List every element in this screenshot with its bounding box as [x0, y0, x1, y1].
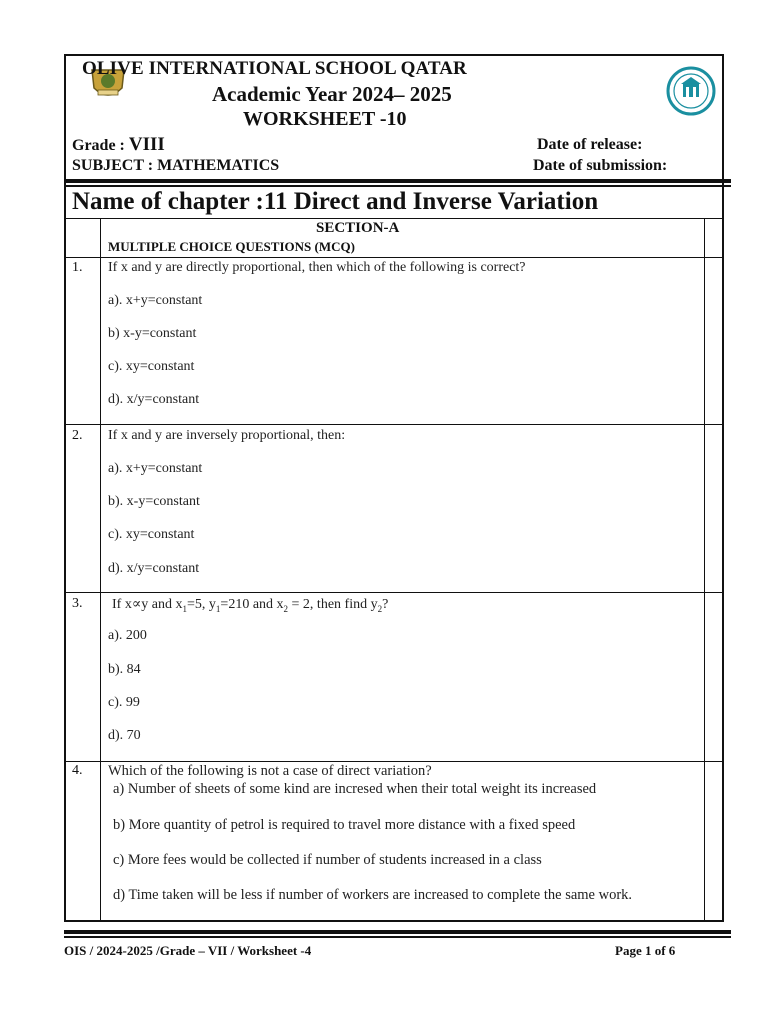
- table-top-line: [64, 218, 724, 219]
- footer-rule-thin: [64, 936, 731, 938]
- option: d) Time taken will be less if number of workers are increased to complete the same work.: [113, 887, 633, 903]
- grade-value: VIII: [128, 134, 165, 155]
- option: b) x-y=constant: [108, 326, 197, 341]
- row-divider: [64, 257, 724, 258]
- footer-rule: [64, 930, 731, 934]
- option: b) More quantity of petrol is required to travel more distance with a fixed speed: [113, 817, 576, 833]
- question-number: 2.: [72, 428, 83, 443]
- worksheet-title: WORKSHEET -10: [243, 108, 407, 130]
- question-text: If x and y are directly proportional, then which of the following is correct?: [108, 260, 526, 275]
- date-of-submission: Date of submission:: [533, 157, 668, 174]
- option: d). 70: [108, 728, 141, 743]
- option: b). 84: [108, 662, 141, 677]
- date-of-release: Date of release:: [537, 136, 643, 153]
- academic-year: Academic Year 2024– 2025: [212, 82, 452, 106]
- option: d). x/y=constant: [108, 561, 200, 576]
- q3-part: =5, y: [187, 597, 216, 612]
- grade: [72, 134, 165, 156]
- school-name: OLIVE INTERNATIONAL SCHOOL QATAR: [82, 58, 467, 79]
- section-subtitle: MULTIPLE CHOICE QUESTIONS (MCQ): [108, 239, 355, 254]
- option: a). x+y=constant: [108, 293, 203, 308]
- subject: SUBJECT : MATHEMATICS: [72, 157, 280, 174]
- question-number: 1.: [72, 260, 83, 275]
- header-rule-thin: [64, 185, 731, 187]
- q3-part: =210 and x: [220, 597, 284, 612]
- page-number: Page 1 of 6: [615, 943, 676, 958]
- column-divider: [704, 218, 705, 921]
- q3-part: If x∝y and x: [112, 597, 183, 612]
- row-divider: [64, 424, 724, 425]
- option: b). x-y=constant: [108, 494, 200, 509]
- q3-part: ?: [382, 597, 389, 612]
- option: c). 99: [108, 695, 140, 710]
- q3-sub: 1: [182, 603, 188, 614]
- cbse-emblem-icon: [666, 62, 716, 120]
- q3-part: = 2, then find y: [288, 597, 378, 612]
- section-title: SECTION-A: [316, 220, 400, 236]
- question-text: [112, 596, 388, 614]
- footer-left: OIS / 2024-2025 /Grade – VII / Worksheet -4: [64, 943, 312, 958]
- question-text: If x and y are inversely proportional, then:: [108, 428, 346, 443]
- row-divider: [64, 761, 724, 762]
- option: c). xy=constant: [108, 359, 195, 374]
- question-text: Which of the following is not a case of direct variation?: [108, 763, 432, 779]
- chapter-title: Name of chapter :11 Direct and Inverse Variation: [72, 188, 599, 215]
- option: c). xy=constant: [108, 527, 195, 542]
- question-number: 3.: [72, 596, 83, 611]
- option: a). 200: [108, 628, 147, 643]
- header-rule: [64, 179, 731, 183]
- grade-label: Grade :: [72, 137, 129, 154]
- option: d). x/y=constant: [108, 392, 200, 407]
- row-divider: [64, 592, 724, 593]
- q3-sub: 1: [215, 603, 221, 614]
- option: c) More fees would be collected if number of students increased in a class: [113, 852, 542, 868]
- question-number: 4.: [72, 763, 83, 778]
- option: a). x+y=constant: [108, 461, 203, 476]
- column-divider: [100, 218, 101, 921]
- q3-sub: 2: [283, 603, 289, 614]
- option: a) Number of sheets of some kind are incresed when their total weight its increased: [113, 781, 597, 797]
- q3-sub: 2: [377, 603, 383, 614]
